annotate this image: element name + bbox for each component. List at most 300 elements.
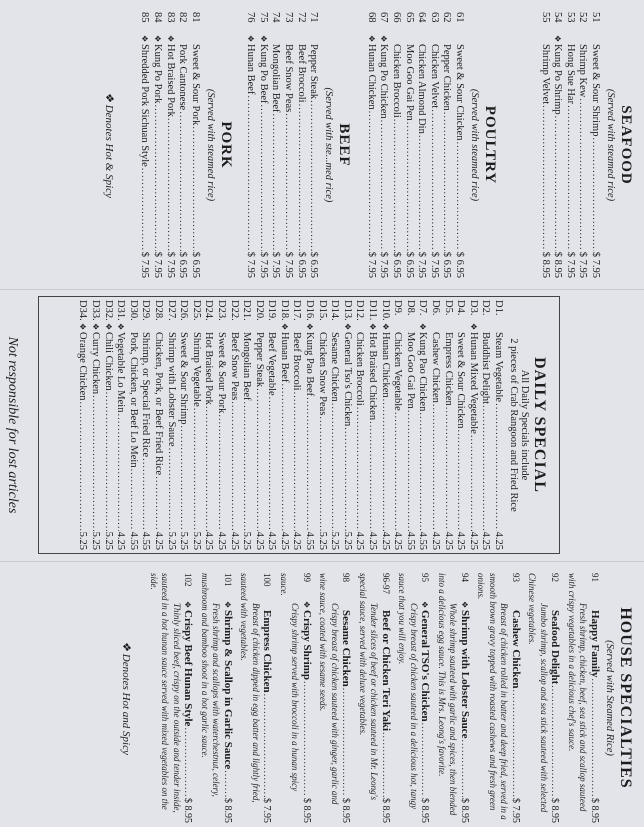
dot-leader	[76, 402, 89, 531]
chili-pepper-icon: ❖	[460, 601, 469, 609]
menu-item	[364, 12, 377, 278]
item-description: Thinly sliced beef, crispy on the outside and tender inside, sauteed in a hot hunan sauce served with mixed vegetables on the side.	[149, 573, 182, 813]
item-number: 68	[365, 12, 377, 23]
item-price: $ 7.95	[564, 251, 576, 278]
item-name: Happy Family	[589, 610, 601, 678]
item-number: D14.	[329, 300, 341, 321]
dot-leader	[353, 407, 366, 531]
item-name: Buddhist Delight	[480, 332, 492, 405]
house-specialty	[317, 573, 352, 823]
right-column	[0, 573, 644, 823]
item-name: Orange Chicken	[77, 332, 89, 401]
chili-pepper-icon: ❖	[368, 323, 378, 331]
menu-item	[150, 12, 163, 278]
item-price: $ 7.95	[590, 251, 601, 278]
dot-leader	[538, 105, 551, 251]
dot-leader	[240, 402, 253, 531]
lost-articles-note: Not responsible for lost articles	[5, 336, 20, 514]
chili-pepper-icon: ❖	[366, 35, 376, 43]
fold-line	[0, 561, 644, 562]
item-price: $ 6.95	[403, 251, 415, 278]
poultry-subtitle: (Served with steamed rice)	[469, 88, 481, 202]
item-name: General TSO's Chicken	[419, 610, 432, 722]
chili-pepper-icon: ❖	[380, 323, 390, 331]
item-number: 54	[552, 12, 564, 23]
dot-leader	[549, 685, 561, 797]
item-price: $ 6.95	[295, 251, 307, 278]
item-name: Sweet & Sour Pork	[215, 332, 227, 414]
item-price: $ 7.95	[245, 251, 257, 278]
item-number: D28.	[152, 300, 164, 321]
item-name: Beef Vegetable	[266, 332, 278, 396]
item-number: 52	[577, 12, 589, 23]
item-number: D15.	[316, 300, 328, 321]
menu-item	[252, 300, 265, 550]
dot-leader	[277, 383, 290, 530]
item-price: 4.25	[115, 531, 127, 550]
item-name: Seafood Delight	[549, 610, 562, 685]
chili-pepper-icon: ❖	[78, 323, 88, 331]
item-price: 4.25	[253, 531, 265, 550]
menu-item	[282, 12, 295, 278]
item-name: Chicken Broccoli	[391, 44, 403, 118]
menu-item	[177, 300, 190, 550]
chili-pepper-icon: ❖	[116, 323, 126, 331]
item-name: Crispy Shrimp	[301, 610, 313, 680]
item-description: Whole shrimp sauteed with garlic and spices, then blended into a delicious egg sauce. This is Mrs. Leong's favorite.	[437, 573, 459, 816]
menu-item	[138, 12, 151, 278]
item-number: D32.	[102, 300, 114, 321]
menu-item	[402, 12, 415, 278]
item-name: Kung Po Shrimp	[552, 44, 564, 115]
menu-item	[164, 300, 177, 550]
item-price: $ 7.95	[261, 798, 273, 823]
item-price: $ 8.95	[549, 798, 561, 823]
menu-item	[588, 12, 601, 278]
chili-pepper-icon: ❖	[553, 35, 563, 43]
item-description: Crispy breast of chicken sauteed with ginger, garlic and wine sauce, coated with sesame seeds.	[318, 573, 340, 805]
item-price: 4.25	[266, 531, 278, 550]
item-name: Moo Goo Gai Pen	[404, 332, 416, 409]
item-name: Shrimp & Scallop in Garlic Sauce	[222, 610, 234, 770]
item-price: 4.25	[228, 531, 240, 550]
menu-item	[466, 300, 479, 550]
item-number: 101	[223, 573, 233, 587]
chili-pepper-icon: ❖	[102, 92, 115, 102]
item-name: Shrimp, or Special Fried Rice	[140, 332, 152, 458]
item-number: 51	[590, 12, 601, 23]
item-price: 5.25	[178, 531, 190, 550]
item-price: $ 7.95	[577, 251, 589, 278]
menu-item	[403, 300, 416, 550]
menu-item	[391, 300, 404, 550]
item-name: Hunan Beef	[278, 332, 290, 383]
menu-item	[440, 12, 453, 278]
item-description: Breast of chicken rolled in batter and deep fried, served in a smooth brown gravy topped with roasted cashews and fresh green onions.	[476, 573, 510, 820]
item-name: Cashew Chicken	[430, 332, 442, 403]
seafood-section	[538, 12, 634, 278]
item-price: 4.25	[392, 531, 404, 550]
item-price: $ 7.95	[378, 251, 390, 278]
item-number: 94	[460, 573, 470, 582]
dot-leader	[303, 397, 316, 530]
dot-leader	[222, 770, 234, 797]
menu-item	[415, 12, 428, 278]
item-price: 4.55	[304, 531, 316, 550]
item-number: D29.	[140, 300, 152, 321]
menu-item	[294, 12, 307, 278]
menu-item	[76, 300, 89, 550]
house-specialty	[566, 573, 601, 823]
item-number: D31.	[115, 300, 127, 321]
item-name: Sweet & Sour Chicken	[455, 332, 467, 429]
item-number: 53	[564, 12, 576, 23]
chili-pepper-icon: ❖	[223, 601, 232, 609]
dot-leader	[377, 120, 390, 251]
item-price: 5.25	[90, 531, 101, 550]
dot-leader	[261, 694, 273, 797]
dot-leader	[340, 688, 352, 797]
item-number: D13.	[341, 300, 353, 321]
item-name: Kung Po Chicken	[378, 44, 390, 119]
item-number: 95	[420, 573, 431, 582]
item-number: D5.	[442, 300, 454, 316]
dot-leader	[576, 98, 589, 250]
item-price: 4.25	[455, 531, 467, 550]
dot-leader	[479, 405, 492, 531]
dot-leader	[315, 416, 328, 530]
item-number: 65	[403, 12, 415, 23]
item-price: $ 7.95	[270, 251, 282, 278]
item-name: Beef Snow Peas	[228, 332, 240, 401]
dot-leader	[214, 414, 227, 530]
chili-pepper-icon: ❖	[140, 35, 150, 43]
dot-leader	[269, 114, 282, 251]
item-name: Beef Snow Peas	[283, 44, 295, 113]
chili-pepper-icon: ❖	[120, 641, 133, 651]
item-name: Crispy Beef Hunan Style	[182, 610, 195, 727]
item-price: $ 8.95	[419, 798, 431, 823]
menu-item	[365, 300, 378, 550]
item-description: Jumbo shrimp, scallop and sea stick sauteed with selected Chinese vegetables.	[527, 573, 549, 813]
item-description: Crispy breast of chicken sauteed in a delicious hot, tangy sauce that you will enjoy.	[397, 573, 419, 810]
menu-item	[214, 300, 227, 550]
dot-leader	[428, 404, 441, 531]
beef-subtitle: (Served with ste...med rice)	[323, 87, 335, 203]
dot-leader	[452, 142, 465, 251]
item-price: 5.25	[77, 531, 89, 550]
item-number: D6.	[430, 300, 442, 316]
house-specialties-list	[148, 573, 601, 823]
item-number: D21.	[241, 300, 253, 321]
pork-item-list	[138, 12, 201, 278]
menu-item	[441, 300, 454, 550]
daily-item-list	[76, 300, 504, 550]
house-specialty-header	[549, 573, 561, 823]
menu-item	[454, 300, 467, 550]
item-price: $ 8.95	[589, 798, 600, 823]
menu-item	[576, 12, 589, 278]
item-number: 92	[550, 573, 561, 582]
house-specialty-header	[261, 573, 273, 823]
item-description: Crispy shrimp served with broccoli in a hunan spicy sauce.	[279, 573, 301, 792]
chili-pepper-icon: ❖	[246, 35, 256, 43]
item-name: Chicken Broccoli	[354, 332, 366, 406]
item-price: 4.25	[152, 531, 164, 550]
item-name: General Tso's Chicken	[341, 332, 353, 427]
chili-pepper-icon: ❖	[342, 323, 352, 331]
house-specialty	[436, 573, 471, 823]
fold-line	[0, 289, 644, 290]
dot-leader	[114, 413, 127, 530]
menu-item	[265, 300, 278, 550]
item-number: D30.	[127, 300, 139, 321]
dot-leader	[454, 430, 467, 531]
daily-special-title: DAILY SPECIAL	[531, 357, 548, 493]
item-name: Sweet & Sour Pork	[189, 44, 201, 126]
item-name: Pepper Chicken	[441, 44, 453, 111]
item-price: 4.25	[367, 531, 379, 550]
dot-leader	[441, 407, 454, 531]
item-name: Shrimp with Lobster Sauce	[165, 332, 177, 447]
item-number: 61	[454, 12, 466, 23]
item-number: D26.	[178, 300, 190, 321]
menu-item	[126, 300, 139, 550]
house-specialties-subtitle: (Served with Steamed Rice)	[604, 640, 615, 756]
item-price: $ 7.95	[164, 251, 176, 278]
house-specialty	[357, 573, 392, 823]
item-number: D11.	[367, 300, 379, 321]
item-price: $ 6.95	[308, 251, 320, 278]
menu-item	[114, 300, 127, 550]
chili-pepper-icon: ❖	[152, 35, 162, 43]
item-price: 5.25	[316, 531, 328, 550]
item-price: $ 7.95	[428, 251, 440, 278]
house-specialty	[526, 573, 561, 823]
menu-item	[269, 12, 282, 278]
item-number: D1.	[493, 300, 504, 316]
dot-leader	[163, 118, 176, 251]
daily-special-line2: 2 pieces of Crab Rangoon and Fried Rice	[508, 338, 519, 512]
item-name: Shrimp Kew	[577, 44, 589, 98]
dot-leader	[491, 403, 504, 531]
item-price: $ 8.95	[301, 798, 312, 823]
dot-leader	[189, 408, 202, 531]
menu-item	[188, 12, 201, 278]
chili-pepper-icon: ❖	[418, 323, 428, 331]
house-specialty	[148, 573, 194, 823]
item-description: Tender slices of beef or chicken sauteed in Mr. Leong's special sauce, served with deluxe vegetables.	[358, 573, 380, 801]
item-number: 100	[262, 573, 273, 587]
chili-pepper-icon: ❖	[103, 323, 113, 331]
menu-item	[244, 12, 257, 278]
menu-item	[315, 300, 328, 550]
item-name: Shrimp Vegetable	[190, 332, 202, 407]
house-specialty-header	[222, 573, 234, 823]
dot-leader	[256, 105, 269, 251]
dot-leader	[427, 109, 440, 250]
item-number: D22.	[228, 300, 240, 321]
item-number: 81	[189, 12, 201, 23]
item-number: D7.	[417, 300, 429, 316]
house-specialty-header	[510, 573, 522, 823]
left-column	[0, 12, 644, 278]
menu-item	[328, 300, 341, 550]
menu-item	[563, 12, 576, 278]
poultry-title: POULTRY	[482, 105, 499, 185]
house-specialty-header	[340, 573, 352, 823]
item-name: Sweet & Sour Shrimp	[178, 332, 190, 425]
dot-leader	[290, 392, 303, 531]
item-number: 83	[164, 12, 176, 23]
item-name: Kung Pao Chicken	[417, 332, 429, 412]
item-description: Fresh shrimp and scallops with waterchestnut, celery, mushroom and bamboo shoot in a hot garlic sauce.	[200, 573, 222, 797]
item-price: 4.25	[203, 531, 215, 550]
dot-leader	[177, 425, 190, 530]
item-price: 4.55	[417, 531, 429, 550]
dot-leader	[365, 421, 378, 531]
daily-special-section	[76, 300, 548, 550]
item-price: $ 8.95	[552, 251, 564, 278]
house-specialty-header	[459, 573, 471, 823]
pork-subtitle: (Served with steamed rice)	[204, 88, 216, 202]
dot-leader	[402, 122, 415, 251]
right-footnote-text: Denotes Hot and Spicy	[120, 653, 133, 755]
chili-pepper-icon: ❖	[258, 35, 268, 43]
item-number: 71	[308, 12, 320, 23]
item-number: D9.	[392, 300, 404, 316]
item-number: D12.	[354, 300, 366, 321]
dot-leader	[139, 458, 152, 531]
chili-pepper-icon: ❖	[302, 601, 311, 609]
item-price: $ 7.95	[283, 251, 295, 278]
house-specialty-header	[380, 573, 392, 823]
menu-item	[277, 300, 290, 550]
dot-leader	[415, 135, 428, 251]
chili-pepper-icon: ❖	[165, 35, 175, 43]
menu-item	[163, 12, 176, 278]
dot-leader	[188, 126, 201, 250]
item-price: 5.25	[241, 531, 253, 550]
menu-item	[377, 12, 390, 278]
item-name: Chicken Velvet	[428, 44, 440, 109]
menu-item	[303, 300, 316, 550]
house-specialty-header	[419, 573, 431, 823]
dot-leader	[252, 388, 265, 531]
dot-leader	[589, 679, 601, 797]
menu-item	[389, 12, 402, 278]
item-description: Breast of chicken dipped in egg batter and lightly fried, sauteed with vegetables.	[239, 573, 261, 803]
dot-leader	[202, 406, 215, 531]
item-price: 5.25	[190, 531, 202, 550]
item-number: 64	[416, 12, 428, 23]
item-price: $ 7.95	[151, 251, 163, 278]
item-number: D24.	[203, 300, 215, 321]
item-number: D17.	[291, 300, 303, 321]
dot-leader	[176, 111, 189, 251]
item-name: Sesame Chicken	[329, 332, 341, 402]
item-price: $ 7.95	[416, 251, 428, 278]
item-name: Shredded Pork Sichuan Style	[139, 44, 151, 167]
menu-item	[151, 300, 164, 550]
item-price: 4.55	[404, 531, 416, 550]
dot-leader	[391, 412, 404, 531]
item-price: $ 6.95	[189, 251, 201, 278]
item-price: 4.25	[493, 531, 504, 550]
item-name: Pepper Steak	[253, 332, 265, 388]
item-price: $ 6.95	[177, 251, 189, 278]
dot-leader	[416, 412, 429, 530]
house-specialty	[396, 573, 431, 823]
item-name: Empress Chicken	[261, 610, 274, 693]
item-name: Hunan Chicken	[365, 44, 377, 110]
item-number: 76	[245, 12, 257, 23]
item-number: 84	[151, 12, 163, 23]
menu-item	[189, 300, 202, 550]
item-name: Chicken Vegetable	[392, 332, 404, 411]
item-number: 91	[590, 573, 600, 582]
item-number: 74	[270, 12, 282, 23]
item-number: D3.	[467, 300, 479, 316]
item-number: D33.	[90, 300, 101, 321]
menu-item	[139, 300, 152, 550]
item-price: 5.25	[329, 531, 341, 550]
seafood-subtitle: (Served with steamed rice)	[605, 88, 616, 202]
dot-leader	[459, 739, 471, 797]
item-price: $ 7.95	[257, 251, 269, 278]
menu-item	[290, 300, 303, 550]
item-number: D34.	[77, 300, 89, 321]
item-price: 5.25	[102, 531, 114, 550]
item-number: 96-97	[381, 573, 391, 594]
item-name: Hot Braised Chicken	[367, 332, 379, 421]
left-footnote-text: Denotes Hot & Spicy	[102, 104, 115, 198]
dot-leader	[328, 403, 341, 531]
item-number: D18.	[278, 300, 290, 321]
menu-item	[176, 12, 189, 278]
item-name: Shrimp with Lobster Sauce	[459, 610, 471, 739]
dot-leader	[88, 395, 101, 531]
menu-item	[452, 12, 465, 278]
dot-leader	[282, 113, 295, 251]
house-specialty-header	[301, 573, 313, 823]
item-name: Sweet & Sour Shrimp	[590, 44, 601, 137]
chili-pepper-icon: ❖	[420, 601, 430, 609]
menu-item	[538, 12, 551, 278]
item-name: Chili Chicken	[102, 332, 114, 391]
dot-leader	[265, 397, 278, 531]
item-number: D8.	[404, 300, 416, 316]
item-number: D23.	[215, 300, 227, 321]
dot-leader	[227, 401, 240, 530]
item-price: 4.25	[291, 531, 303, 550]
dot-leader	[588, 137, 601, 250]
item-price: 4.25	[442, 531, 454, 550]
item-name: Mongolian Beef	[241, 332, 253, 401]
menu-item	[307, 12, 320, 278]
menu-item	[427, 12, 440, 278]
dot-leader	[294, 104, 307, 251]
item-name: Cashew Chicken	[510, 610, 522, 689]
seafood-item-list	[538, 12, 601, 278]
item-number: 73	[283, 12, 295, 23]
item-name: Steam Vegetable	[493, 332, 504, 403]
item-number: D16.	[304, 300, 316, 321]
item-number: 66	[391, 12, 403, 23]
item-number: D27.	[165, 300, 177, 321]
dot-leader	[340, 427, 353, 530]
left-footnote	[103, 12, 116, 278]
